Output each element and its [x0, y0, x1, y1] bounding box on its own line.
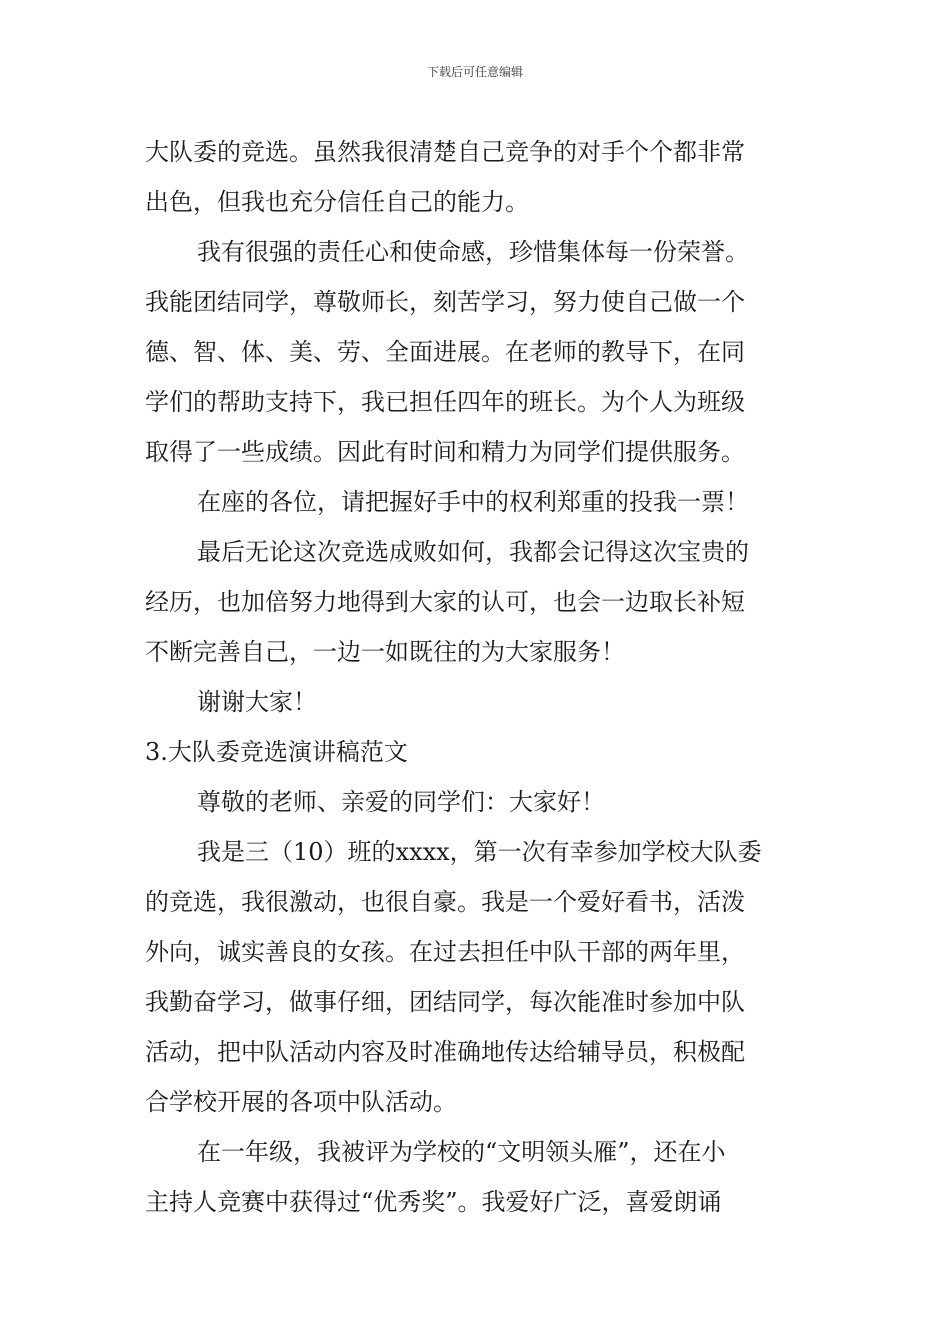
text-line: 德、智、体、美、劳、全面进展。在老师的教导下，在同: [145, 338, 745, 366]
text-line: 主持人竞赛中获得过“优秀奖”。我爱好广泛，喜爱朗诵: [145, 1188, 722, 1216]
text-line: 出色，但我也充分信任自己的能力。: [145, 188, 529, 216]
text-line: 不断完善自己，一边一如既往的为大家服务！: [145, 638, 625, 666]
text-line: 在一年级，我被评为学校的“文明领头雁”，还在小: [197, 1138, 726, 1166]
text-line: 谢谢大家！: [197, 688, 317, 716]
text-line: 我勤奋学习，做事仔细，团结同学，每次能准时参加中队: [145, 988, 745, 1016]
text-line: 最后无论这次竞选成败如何，我都会记得这次宝贵的: [197, 538, 749, 566]
document-body: [145, 127, 805, 1227]
section-heading: 3.大队委竞选演讲稿范文: [145, 738, 408, 766]
text-line: 的竞选，我很激动，也很自豪。我是一个爱好看书，活泼: [145, 888, 745, 916]
text-line: 尊敬的老师、亲爱的同学们：大家好！: [197, 788, 605, 816]
text-line: 我是三（10）班的xxxx，第一次有幸参加学校大队委: [197, 838, 762, 866]
text-line: 取得了一些成绩。因此有时间和精力为同学们提供服务。: [145, 438, 745, 466]
text-line: 我能团结同学，尊敬师长，刻苦学习，努力使自己做一个: [145, 288, 745, 316]
text-line: 我有很强的责任心和使命感，珍惜集体每一份荣誉。: [197, 238, 749, 266]
text-line: 大队委的竞选。虽然我很清楚自己竞争的对手个个都非常: [145, 138, 745, 166]
text-line: 在座的各位，请把握好手中的权利郑重的投我一票！: [197, 488, 749, 516]
text-line: 合学校开展的各项中队活动。: [145, 1088, 457, 1116]
text-line: 经历，也加倍努力地得到大家的认可，也会一边取长补短: [145, 588, 745, 616]
text-line: 学们的帮助支持下，我已担任四年的班长。为个人为班级: [145, 388, 745, 416]
text-line: 活动，把中队活动内容及时准确地传达给辅导员，积极配: [145, 1038, 745, 1066]
text-line: 外向，诚实善良的女孩。在过去担任中队干部的两年里，: [145, 938, 745, 966]
page-header: 下载后可任意编辑: [426, 65, 523, 79]
